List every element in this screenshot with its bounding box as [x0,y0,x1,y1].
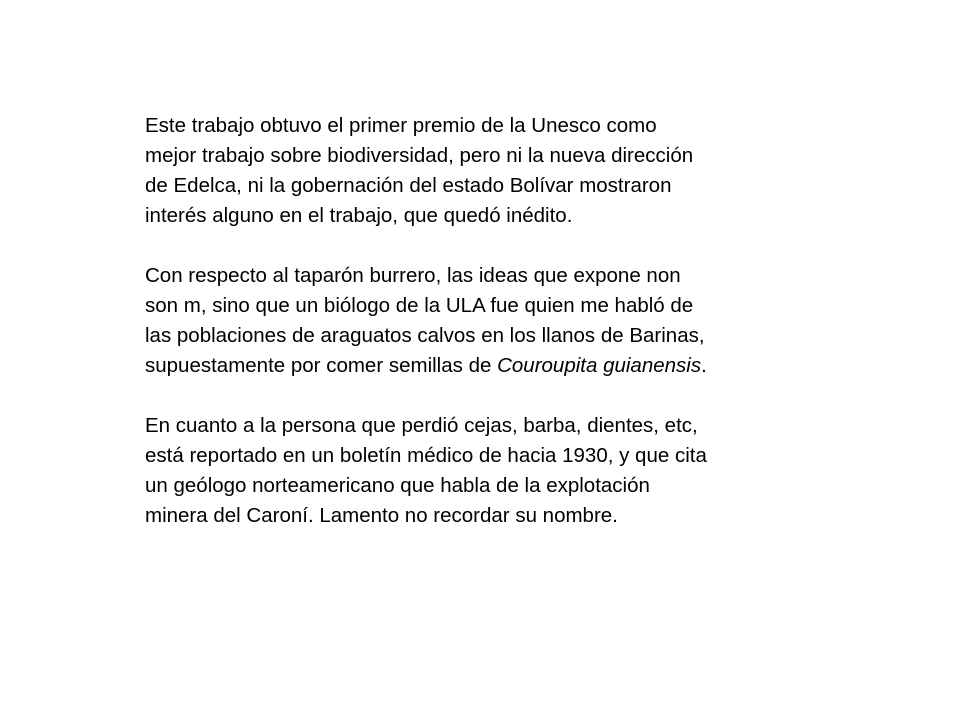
paragraph-unesco-award [145,111,825,231]
text-line: En cuanto a la persona que perdió cejas, barba, dientes, etc, [145,414,698,437]
text-line: Con respecto al taparón burrero, las ideas que expone non [145,264,681,287]
text-line: minera del Caroní. Lamento no recordar su nombre. [145,504,618,527]
text-line: mejor trabajo sobre biodiversidad, pero ni la nueva dirección [145,144,694,167]
text-block [145,111,825,531]
text-line: un geólogo norteamericano que habla de la explotación [145,474,650,497]
text-line: interés alguno en el trabajo, que quedó inédito. [145,204,573,227]
text-line: está reportado en un boletín médico de hacia 1930, y que cita [145,444,707,467]
text-line [145,351,825,381]
text-line: las poblaciones de araguatos calvos en los llanos de Barinas, [145,324,705,347]
paragraph-medical-report [145,411,825,531]
text-line-suffix: . [701,354,707,377]
species-name: Couroupita guianensis [497,354,702,377]
text-line: son m, sino que un biólogo de la ULA fue quien me habló de [145,294,694,317]
text-line: de Edelca, ni la gobernación del estado Bolívar mostraron [145,174,672,197]
text-line: Este trabajo obtuvo el primer premio de la Unesco como [145,114,657,137]
text-line-prefix: supuestamente por comer semillas de [145,354,498,377]
paragraph-taparon-burrero [145,261,825,381]
